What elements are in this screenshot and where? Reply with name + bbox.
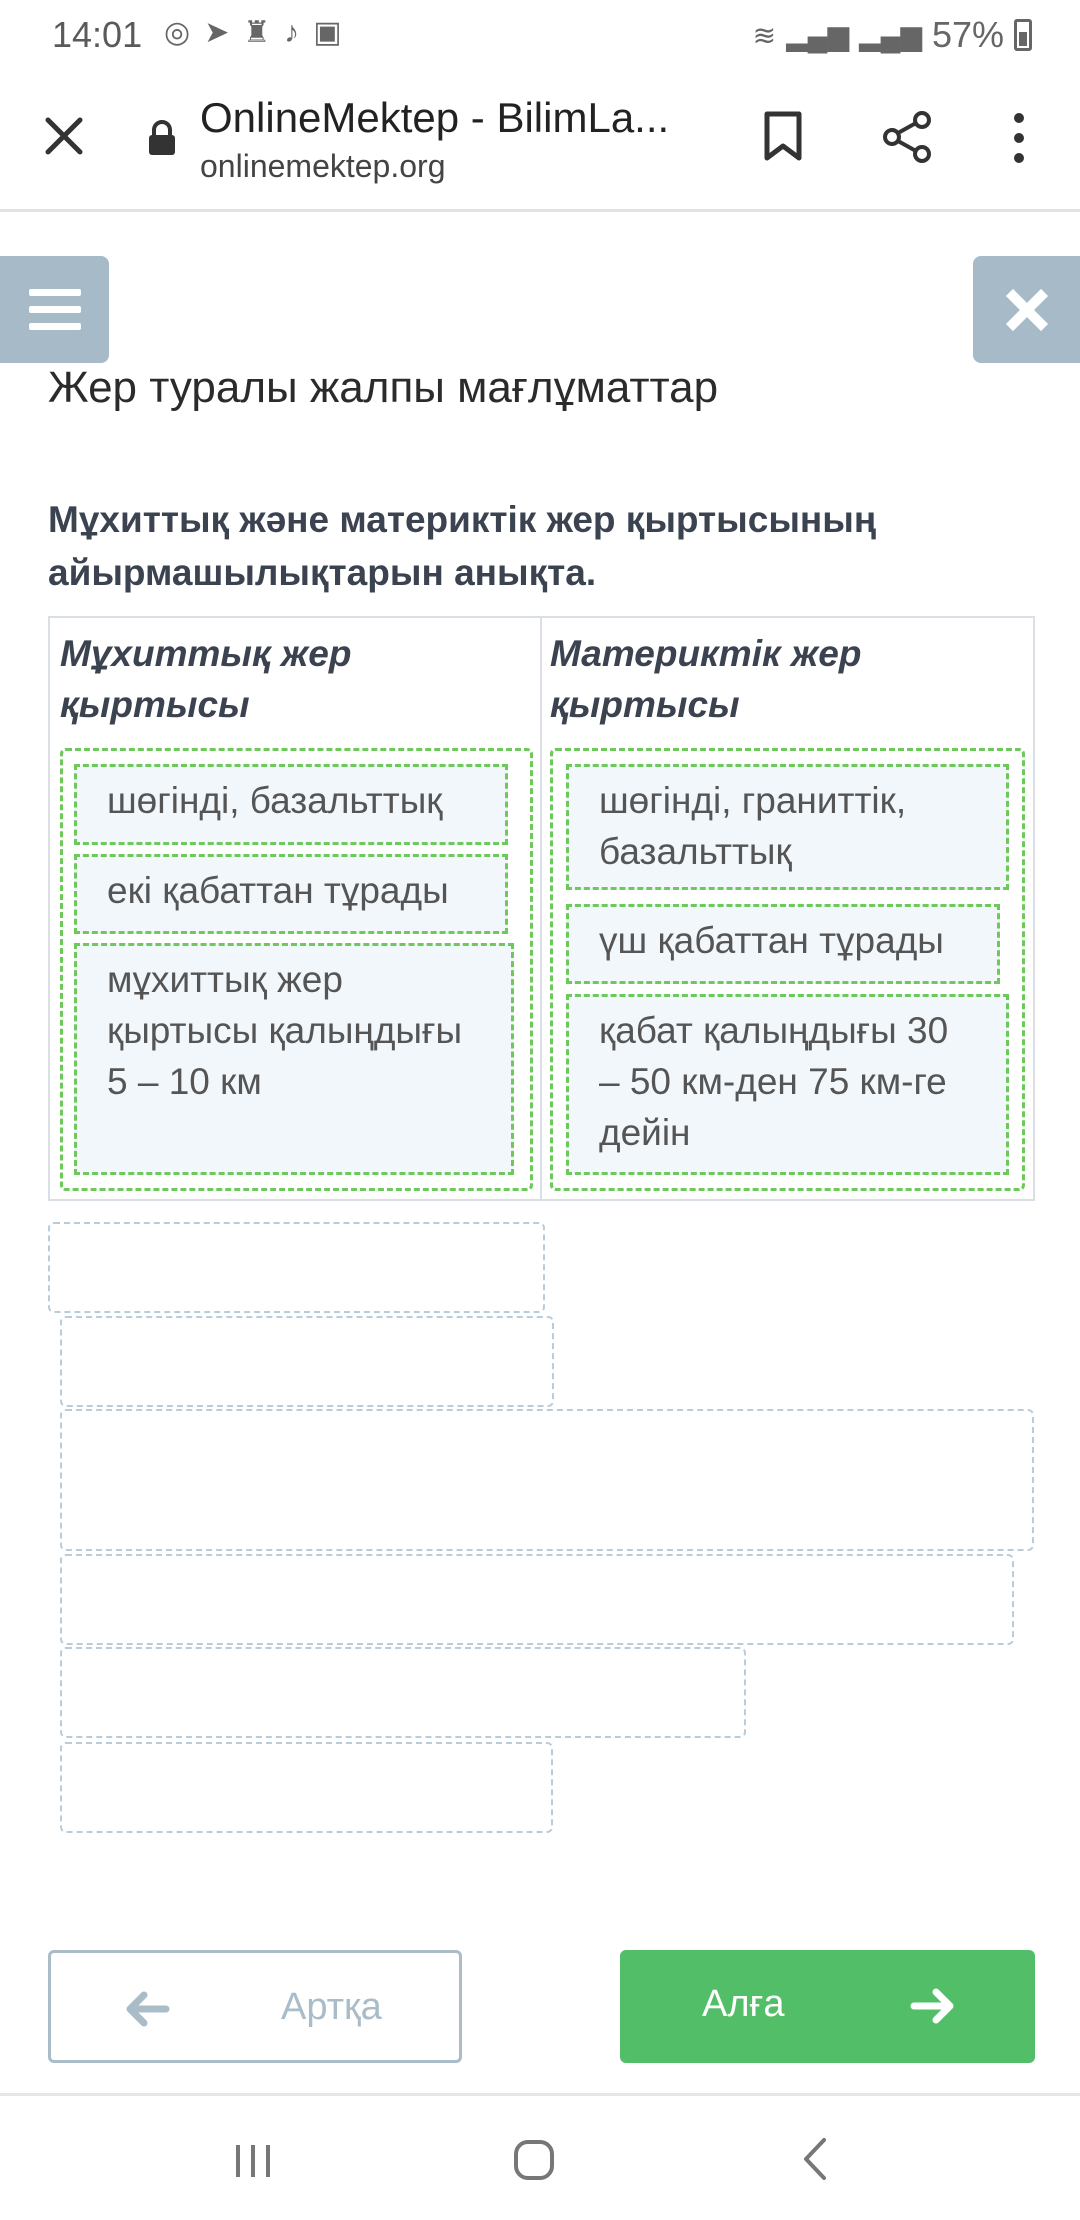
- browser-toolbar: [0, 68, 1080, 212]
- hamburger-line: [29, 306, 81, 313]
- empty-drop-slot[interactable]: [60, 1316, 554, 1407]
- close-lesson-button[interactable]: [973, 256, 1080, 363]
- lesson-title: Жер туралы жалпы мағлұматтар: [48, 363, 719, 412]
- page-url[interactable]: onlinemektep.org: [200, 148, 446, 184]
- system-nav-bar: [0, 2093, 1080, 2220]
- column-header-continental: Материктік жер қыртысы: [550, 633, 862, 725]
- signal-icon: ▂▄▆: [786, 19, 850, 51]
- answer-card[interactable]: екі қабаттан тұрады: [74, 854, 508, 934]
- empty-drop-slot[interactable]: [60, 1742, 553, 1833]
- next-button[interactable]: [620, 1950, 1035, 2063]
- empty-drop-slot[interactable]: [60, 1554, 1014, 1645]
- wifi-icon: ≋: [752, 19, 777, 51]
- question-text: Мұхиттық және материктік жер қыртысының айырмашылықтарын анықта.: [48, 499, 877, 593]
- signal-icon-2: ▂▄▆: [859, 19, 922, 51]
- gallery-icon: ▣: [313, 16, 342, 49]
- arrow-right-icon: [910, 1988, 954, 2024]
- page-title: OnlineMektep - BilimLa...: [200, 94, 670, 141]
- battery-icon: [1014, 19, 1032, 51]
- empty-drop-slot[interactable]: [60, 1409, 1034, 1551]
- notification-icons: [164, 16, 342, 50]
- home-icon[interactable]: [512, 2138, 556, 2182]
- tiktok-icon: ♪: [284, 16, 300, 49]
- column-divider: [540, 618, 542, 1199]
- telegram-icon: ➤: [204, 16, 230, 49]
- whatsapp-icon: ◎: [164, 16, 191, 49]
- empty-drop-slot[interactable]: [60, 1647, 746, 1738]
- answer-table: [48, 616, 1035, 1201]
- column-header-oceanic: Мұхиттық жер қыртысы: [60, 633, 352, 725]
- menu-button[interactable]: [0, 256, 109, 363]
- answer-card[interactable]: мұхиттық жер қыртысы қалыңдығы 5 – 10 км: [74, 943, 514, 1175]
- lock-icon: [147, 120, 177, 156]
- app-icon: ♜: [243, 16, 271, 49]
- close-icon: [1005, 288, 1049, 332]
- share-icon[interactable]: [880, 110, 934, 164]
- answer-card[interactable]: қабат қалыңдығы 30 – 50 км-ден 75 км-ге дейін: [566, 994, 1009, 1175]
- answer-card[interactable]: үш қабаттан тұрады: [566, 904, 1000, 984]
- battery-percent: 57%: [931, 14, 1004, 55]
- back-button-label: Артқа: [281, 1986, 382, 2028]
- next-button-label: Алға: [702, 1983, 785, 2025]
- bookmark-icon[interactable]: [762, 110, 804, 162]
- close-tab-icon[interactable]: [40, 112, 88, 160]
- recent-apps-icon[interactable]: [232, 2142, 274, 2180]
- arrow-left-icon: [126, 1991, 170, 2027]
- more-options-icon[interactable]: [1005, 108, 1033, 168]
- status-time: 14:01: [52, 14, 143, 55]
- hamburger-line: [29, 289, 81, 296]
- hamburger-line: [29, 323, 81, 330]
- status-bar: [0, 0, 1080, 68]
- status-right: [753, 14, 1032, 56]
- answer-card[interactable]: шөгінді, базальттық: [74, 764, 508, 845]
- back-nav-icon[interactable]: [800, 2136, 830, 2182]
- empty-drop-slot[interactable]: [48, 1222, 545, 1313]
- back-button[interactable]: [48, 1950, 462, 2063]
- answer-card[interactable]: шөгінді, граниттік, базальттық: [566, 764, 1009, 890]
